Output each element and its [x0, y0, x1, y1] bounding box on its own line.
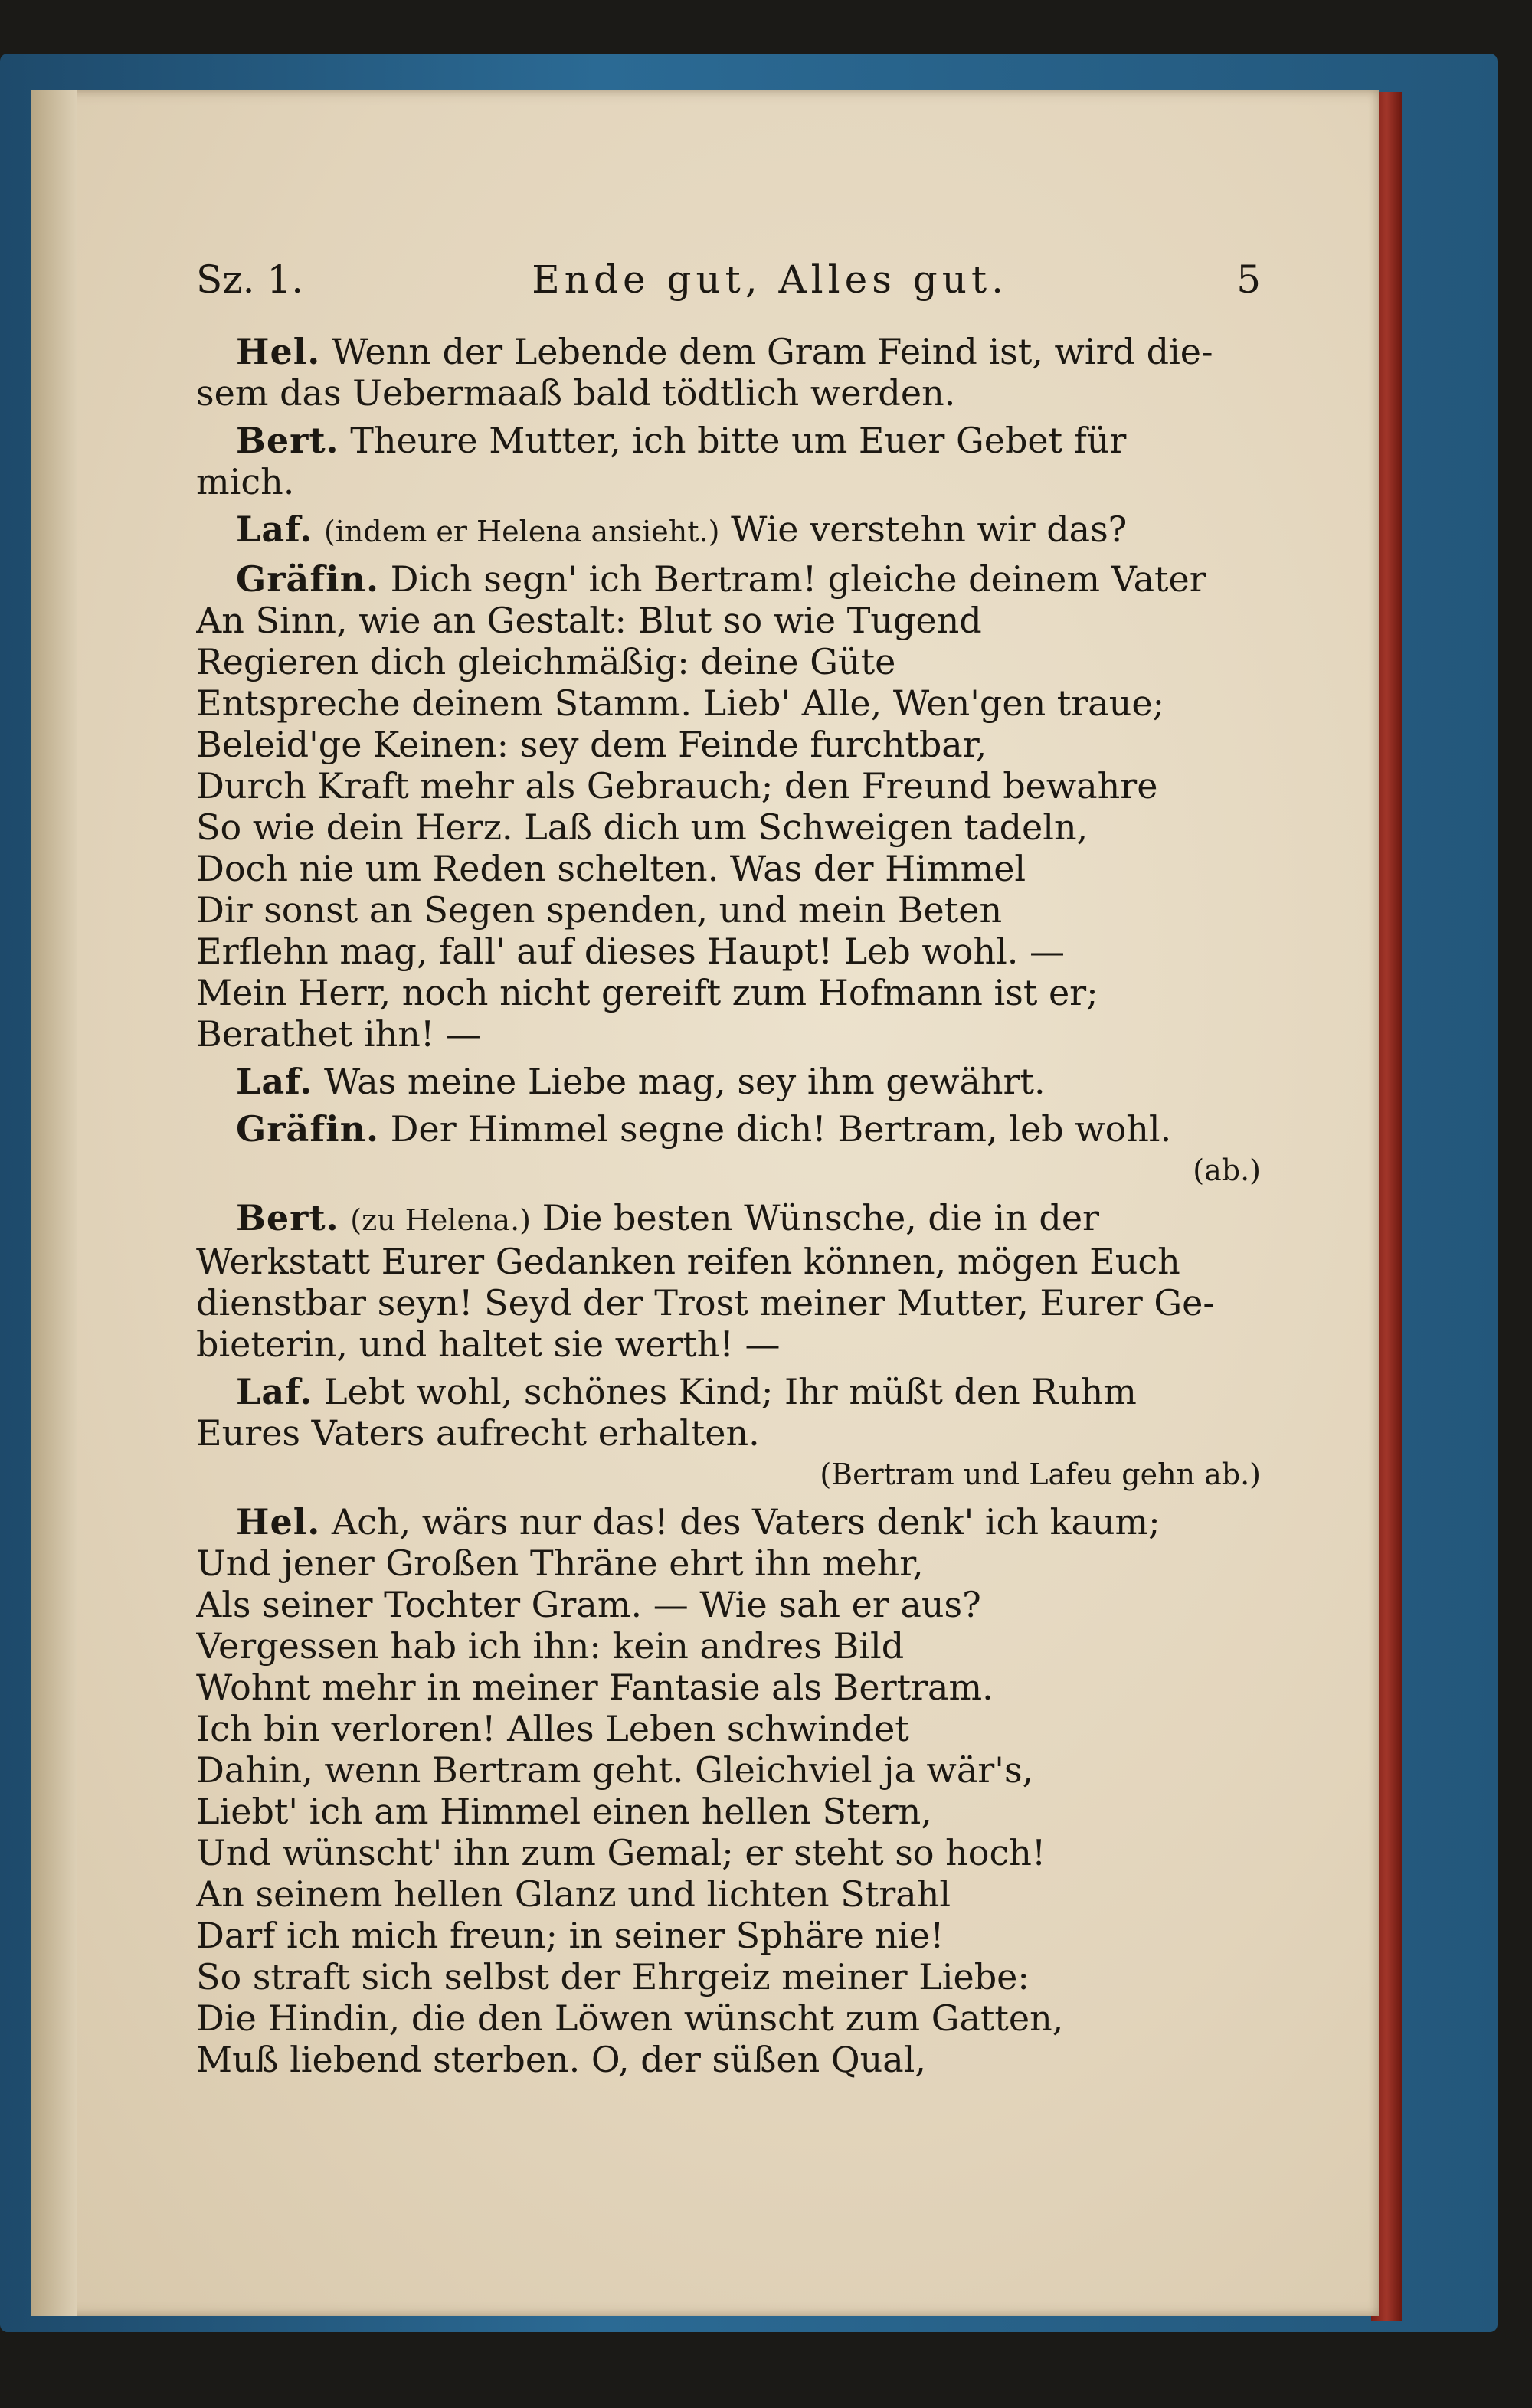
line-text: Die besten Wünsche, die in der — [542, 1197, 1100, 1238]
text-line — [196, 682, 1261, 724]
text-line — [196, 1832, 1261, 1873]
text-line — [196, 1997, 1261, 2039]
line-text: Theure Mutter, ich bitte um Euer Gebet für — [350, 420, 1127, 461]
line-text: Wohnt mehr in meiner Fantasie als Bertram. — [196, 1667, 994, 1708]
line-text: Liebt' ich am Himmel einen hellen Stern, — [196, 1791, 932, 1832]
line-text: Muß liebend sterben. O, der süßen Qual, — [196, 2039, 926, 2080]
text-line — [196, 372, 1261, 414]
text-line — [196, 1454, 1261, 1495]
book-page — [31, 90, 1379, 2316]
text-line — [196, 1108, 1261, 1150]
text-line — [196, 1323, 1261, 1365]
line-text: Entspreche deinem Stamm. Lieb' Alle, Wen'gen traue; — [196, 682, 1165, 724]
text-line — [196, 1791, 1261, 1832]
line-text: Doch nie um Reden schelten. Was der Himmel — [196, 848, 1026, 889]
line-text: mich. — [196, 461, 295, 502]
line-text: Werkstatt Eurer Gedanken reifen können, mögen Euch — [196, 1241, 1180, 1282]
line-text: So wie dein Herz. Laß dich um Schweigen tadeln, — [196, 806, 1088, 848]
line-text: sem das Uebermaaß bald tödtlich werden. — [196, 372, 956, 414]
speaker-name: Hel. — [236, 1501, 321, 1543]
line-text: Vergessen hab ich ihn: kein andres Bild — [196, 1625, 905, 1667]
text-line — [196, 331, 1261, 372]
text-line — [196, 1197, 1261, 1241]
text-line — [196, 848, 1261, 889]
text-line — [196, 1282, 1261, 1323]
text-line — [196, 972, 1261, 1013]
line-text: (ab.) — [1193, 1153, 1261, 1187]
text-line — [196, 558, 1261, 600]
text-line — [196, 1061, 1261, 1102]
line-text: Wie verstehn wir das? — [731, 509, 1128, 550]
line-text: dienstbar seyn! Seyd der Trost meiner Mutter, Eurer Ge- — [196, 1282, 1215, 1323]
line-text: Darf ich mich freun; in seiner Sphäre nie! — [196, 1915, 944, 1956]
page-gutter — [31, 90, 77, 2316]
line-text: Dahin, wenn Bertram geht. Gleichviel ja wär's, — [196, 1749, 1034, 1791]
text-line — [196, 1915, 1261, 1956]
scene-label: Sz. 1. — [196, 257, 304, 302]
line-text: Dich segn' ich Bertram! gleiche deinem Vater — [390, 558, 1206, 600]
line-text: Und jener Großen Thräne ehrt ihn mehr, — [196, 1543, 924, 1584]
line-text: Beleid'ge Keinen: sey dem Feinde furchtbar, — [196, 724, 987, 765]
text-line — [196, 765, 1261, 806]
text-line — [196, 641, 1261, 682]
line-text: Ach, wärs nur das! des Vaters denk' ich kaum; — [331, 1501, 1160, 1543]
line-text: Der Himmel segne dich! Bertram, leb wohl. — [390, 1108, 1172, 1150]
line-text: Was meine Liebe mag, sey ihm gewährt. — [323, 1061, 1046, 1102]
speaker-name: Hel. — [236, 331, 321, 372]
line-text: (Bertram und Lafeu gehn ab.) — [820, 1458, 1261, 1491]
text-line — [196, 1013, 1261, 1055]
line-text: Mein Herr, noch nicht gereift zum Hofmann ist er; — [196, 972, 1098, 1013]
text-line — [196, 1584, 1261, 1625]
running-title: Ende gut, Alles gut. — [532, 257, 1008, 302]
text-line — [196, 724, 1261, 765]
text-line — [196, 1150, 1261, 1191]
text-line — [196, 1241, 1261, 1282]
text-line — [196, 1667, 1261, 1708]
text-line — [196, 600, 1261, 641]
text-line — [196, 1873, 1261, 1915]
text-line — [196, 1956, 1261, 1997]
text-line — [196, 461, 1261, 502]
text-line — [196, 1708, 1261, 1749]
text-line — [196, 509, 1261, 552]
line-text: An seinem hellen Glanz und lichten Strahl — [196, 1873, 951, 1915]
running-header — [196, 259, 1261, 300]
line-text: Dir sonst an Segen spenden, und mein Beten — [196, 889, 1003, 931]
text-line — [196, 2039, 1261, 2080]
line-text: Erflehn mag, fall' auf dieses Haupt! Leb wohl. — — [196, 931, 1066, 972]
line-text: bieterin, und haltet sie werth! — — [196, 1323, 781, 1365]
text-line — [196, 1501, 1261, 1543]
text-line — [196, 1625, 1261, 1667]
text-line — [196, 1543, 1261, 1584]
line-text: Eures Vaters aufrecht erhalten. — [196, 1412, 760, 1454]
stage-direction: (zu Helena.) — [350, 1203, 531, 1237]
text-line — [196, 1412, 1261, 1454]
line-text: Die Hindin, die den Löwen wünscht zum Gatten, — [196, 1997, 1064, 2039]
text-line — [196, 420, 1261, 461]
line-text: Regieren dich gleichmäßig: deine Güte — [196, 641, 896, 682]
page-number: 5 — [1236, 257, 1261, 302]
line-text: Durch Kraft mehr als Gebrauch; den Freund bewahre — [196, 765, 1158, 806]
stage-direction: (indem er Helena ansieht.) — [323, 515, 720, 548]
speaker-name: Gräfin. — [236, 558, 380, 600]
line-text: Berathet ihn! — — [196, 1013, 481, 1055]
speaker-name: Bert. — [236, 1197, 339, 1238]
line-text: Wenn der Lebende dem Gram Feind ist, wird die- — [331, 331, 1213, 372]
speaker-name: Laf. — [236, 1061, 313, 1102]
line-text: So straft sich selbst der Ehrgeiz meiner Liebe: — [196, 1956, 1030, 1997]
line-text: Und wünscht' ihn zum Gemal; er steht so hoch! — [196, 1832, 1046, 1873]
speaker-name: Bert. — [236, 420, 339, 461]
line-text: Als seiner Tochter Gram. — Wie sah er aus? — [196, 1584, 981, 1625]
page-text — [196, 259, 1261, 2080]
text-line — [196, 1371, 1261, 1412]
text-line — [196, 806, 1261, 848]
line-text: Lebt wohl, schönes Kind; Ihr müßt den Ruhm — [323, 1371, 1137, 1412]
dialogue-lines — [196, 331, 1261, 2080]
speaker-name: Laf. — [236, 1371, 313, 1412]
text-line — [196, 931, 1261, 972]
line-text: An Sinn, wie an Gestalt: Blut so wie Tugend — [196, 600, 982, 641]
text-line — [196, 889, 1261, 931]
speaker-name: Laf. — [236, 509, 313, 550]
line-text: Ich bin verloren! Alles Leben schwindet — [196, 1708, 909, 1749]
text-line — [196, 1749, 1261, 1791]
speaker-name: Gräfin. — [236, 1108, 380, 1150]
